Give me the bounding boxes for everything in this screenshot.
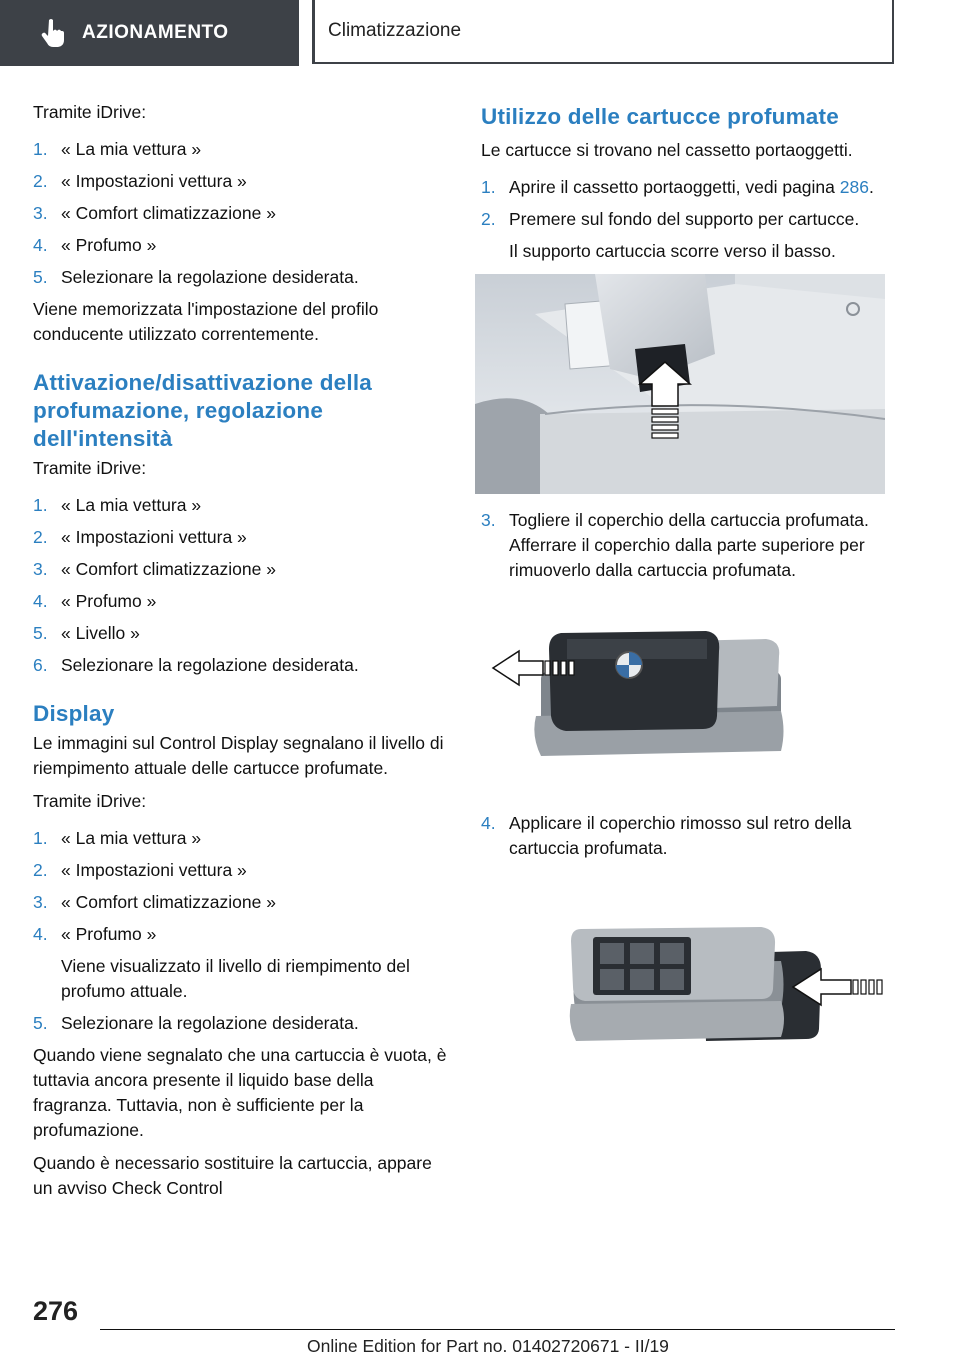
item-number: 4. (481, 813, 496, 833)
edition-text: Online Edition for Part no. 01402720671 - II/19 (307, 1336, 669, 1356)
paragraph: Viene memorizzata l'impostazione del profilo conducente utilizzato correntemente. (33, 299, 379, 344)
list-item (33, 233, 448, 258)
list-item (33, 557, 448, 582)
item-subtext: Il supporto cartuccia scorre verso il basso. (509, 241, 836, 261)
item-number: 2. (33, 860, 48, 880)
item-number: 4. (33, 924, 48, 944)
steps-list-1 (33, 137, 448, 290)
item-text: « Impostazioni vettura » (61, 171, 247, 191)
item-number: 3. (33, 203, 48, 223)
list-item (33, 621, 448, 646)
item-text: Aprire il cassetto portaoggetti, vedi pagina (509, 177, 840, 197)
page-number: 276 (33, 1296, 79, 1326)
item-text: « Profumo » (61, 235, 157, 255)
item-number: 2. (33, 171, 48, 191)
list-item (33, 589, 448, 614)
item-subtext: Viene visualizzato il livello di riempimento del profumo attuale. (61, 956, 410, 1001)
cartridge-back-illustration (481, 909, 891, 1059)
item-text: « Comfort climatizzazione » (61, 559, 276, 579)
item-text: « Impostazioni vettura » (61, 527, 247, 547)
item-text: Applicare il coperchio rimosso sul retro della cartuccia profumata. (509, 813, 852, 858)
intro-text: Le cartucce si trovano nel cassetto portaoggetti. (481, 140, 853, 160)
cartridge-illustration (481, 621, 891, 791)
list-item (33, 858, 448, 883)
item-text: Premere sul fondo del supporto per cartucce. (509, 209, 860, 229)
item-text: « Livello » (61, 623, 140, 643)
item-number: 5. (33, 267, 48, 287)
section-heading: Display (33, 701, 115, 726)
list-item (33, 653, 448, 678)
item-number: 3. (33, 559, 48, 579)
steps-list-3 (33, 826, 448, 1036)
page-header (0, 0, 960, 66)
item-number: 5. (33, 1013, 48, 1033)
item-number: 1. (33, 495, 48, 515)
steps-list-2 (33, 493, 448, 678)
chapter-tab (312, 0, 894, 64)
item-number: 6. (33, 655, 48, 675)
item-text: « Comfort climatizzazione » (61, 892, 276, 912)
item-text: « Impostazioni vettura » (61, 860, 247, 880)
glovebox-photo (475, 274, 885, 494)
list-item (33, 890, 448, 915)
glovebox-illustration (475, 274, 885, 494)
item-text-end: . (868, 177, 874, 197)
list-item (33, 922, 448, 1004)
item-number: 5. (33, 623, 48, 643)
section-title: AZIONAMENTO (82, 22, 229, 43)
footer-divider (100, 1329, 895, 1330)
item-text: « Comfort climatizzazione » (61, 203, 276, 223)
list-item (33, 265, 448, 290)
item-text: Selezionare la regolazione desiderata. (61, 267, 359, 287)
list-item (33, 493, 448, 518)
cartridge-cover-apply-figure (481, 909, 891, 1059)
right-column (481, 100, 901, 1059)
item-text: « Profumo » (61, 591, 157, 611)
list-item (33, 1011, 448, 1036)
item-text: « La mia vettura » (61, 828, 202, 848)
list-item (481, 508, 901, 583)
item-text: « La mia vettura » (61, 139, 202, 159)
paragraph: Quando è necessario sostituire la cartuccia, appare un avviso Check Control (33, 1153, 432, 1198)
section-heading: Attivazione/disattivazione della profumazione, regolazione dell'intensità (33, 370, 372, 451)
list-item (33, 137, 448, 162)
item-number: 1. (33, 828, 48, 848)
list-item (33, 826, 448, 851)
list-item (33, 525, 448, 550)
item-text: « La mia vettura » (61, 495, 202, 515)
paragraph: Quando viene segnalato che una cartuccia è vuota, è tuttavia ancora presente il liquido base della fragranza. Tuttavia, non è sufficiente per la profumazione. (33, 1045, 447, 1140)
list-item (33, 169, 448, 194)
item-text: Togliere il coperchio della cartuccia profumata. Afferrare il coperchio dalla parte superiore per rimuoverlo dalla cartuccia profumata. (509, 510, 869, 580)
paragraph: Le immagini sul Control Display segnalano il livello di riempimento attuale delle cartucce profumate. (33, 733, 444, 778)
intro-text: Tramite iDrive: (33, 791, 147, 811)
cartridge-steps-cont (481, 508, 901, 583)
item-text: Selezionare la regolazione desiderata. (61, 655, 359, 675)
left-arrow-icon (493, 651, 543, 685)
item-number: 2. (481, 209, 496, 229)
item-number: 3. (481, 510, 496, 530)
section-heading: Utilizzo delle cartucce profumate (481, 104, 839, 129)
chapter-title: Climatizzazione (328, 20, 462, 41)
item-text: Selezionare la regolazione desiderata. (61, 1013, 359, 1033)
item-number: 1. (33, 139, 48, 159)
item-number: 4. (33, 591, 48, 611)
intro-text: Tramite iDrive: (33, 458, 147, 478)
item-number: 4. (33, 235, 48, 255)
intro-text: Tramite iDrive: (33, 102, 147, 122)
left-column (33, 100, 448, 1209)
section-tab (0, 0, 299, 66)
cartridge-steps (481, 175, 901, 264)
page-link[interactable]: 286 (839, 177, 869, 197)
cartridge-steps-final (481, 811, 901, 861)
item-number: 3. (33, 892, 48, 912)
hand-pointer-icon (40, 18, 66, 48)
list-item (481, 207, 901, 264)
cartridge-cover-removal-figure (481, 621, 891, 791)
item-number: 2. (33, 527, 48, 547)
item-number: 1. (481, 177, 496, 197)
list-item (481, 175, 901, 200)
item-text: « Profumo » (61, 924, 157, 944)
list-item (481, 811, 901, 861)
list-item (33, 201, 448, 226)
